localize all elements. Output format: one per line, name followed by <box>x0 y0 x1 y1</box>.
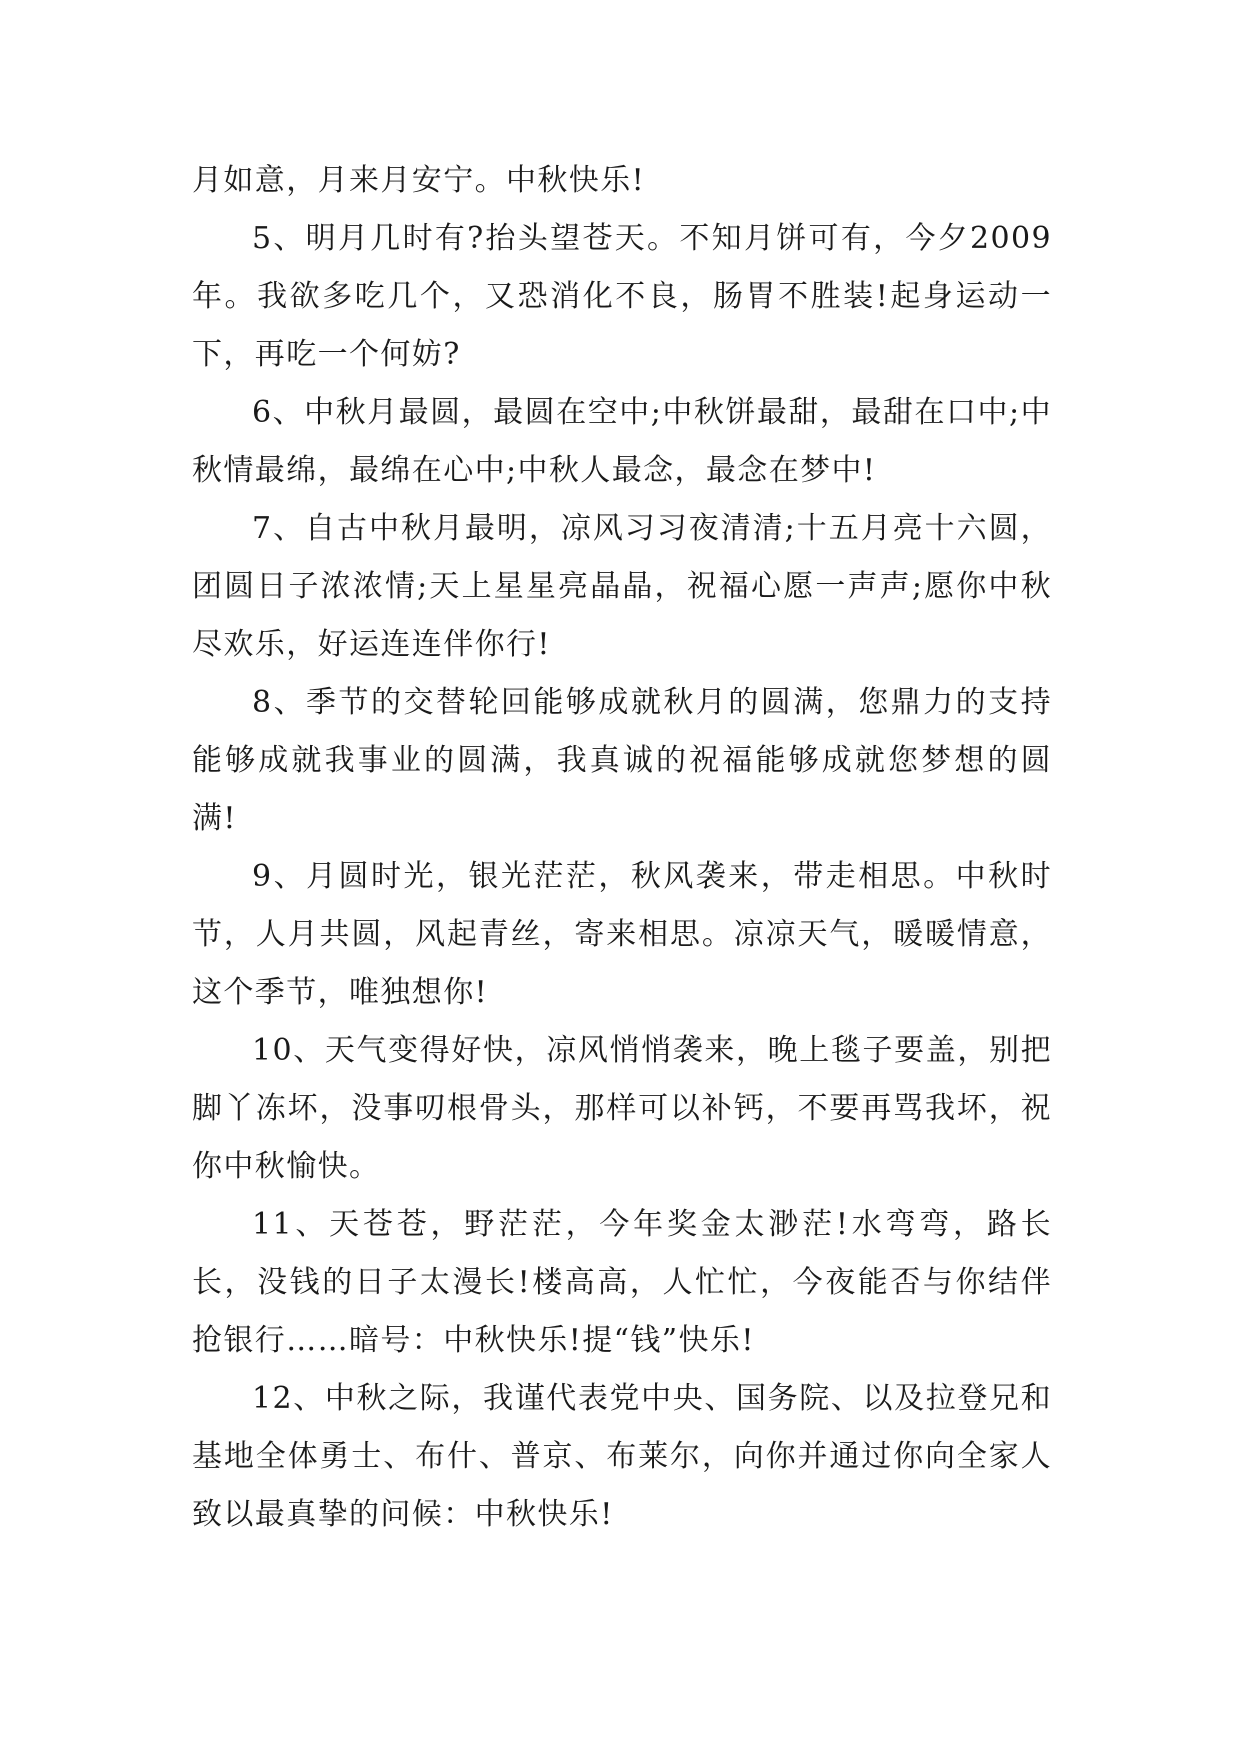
paragraph-item-6: 6、中秋月最圆，最圆在空中;中秋饼最甜，最甜在口中;中秋情最绵，最绵在心中;中秋人最念，最念在梦中! <box>192 395 1052 488</box>
paragraph-continuation: 月如意，月来月安宁。中秋快乐! <box>192 163 646 198</box>
paragraph-item-11: 11、天苍苍，野茫茫，今年奖金太渺茫!水弯弯，路长长，没钱的日子太漫长!楼高高，人忙忙，今夜能否与你结伴抢银行……暗号：中秋快乐!提“钱”快乐! <box>192 1207 1052 1358</box>
paragraph-item-9: 9、月圆时光，银光茫茫，秋风袭来，带走相思。中秋时节，人月共圆，风起青丝，寄来相思。凉凉天气，暖暖情意，这个季节，唯独想你! <box>192 859 1052 1010</box>
paragraph-item-7: 7、自古中秋月最明，凉风习习夜清清;十五月亮十六圆，团圆日子浓浓情;天上星星亮晶晶，祝福心愿一声声;愿你中秋尽欢乐，好运连连伴你行! <box>192 511 1052 662</box>
document-body <box>192 152 1052 1544</box>
paragraph-item-5: 5、明月几时有?抬头望苍天。不知月饼可有，今夕2009年。我欲多吃几个，又恐消化不良，肠胃不胜装!起身运动一下，再吃一个何妨? <box>192 221 1052 372</box>
paragraph-item-12: 12、中秋之际，我谨代表党中央、国务院、以及拉登兄和基地全体勇士、布什、普京、布莱尔，向你并通过你向全家人致以最真挚的问候：中秋快乐! <box>192 1381 1052 1532</box>
paragraph-item-10: 10、天气变得好快，凉风悄悄袭来，晚上毯子要盖，别把脚丫冻坏，没事叨根骨头，那样可以补钙，不要再骂我坏，祝你中秋愉快。 <box>192 1033 1052 1184</box>
paragraph-item-8: 8、季节的交替轮回能够成就秋月的圆满，您鼎力的支持能够成就我事业的圆满，我真诚的祝福能够成就您梦想的圆满! <box>192 685 1052 836</box>
